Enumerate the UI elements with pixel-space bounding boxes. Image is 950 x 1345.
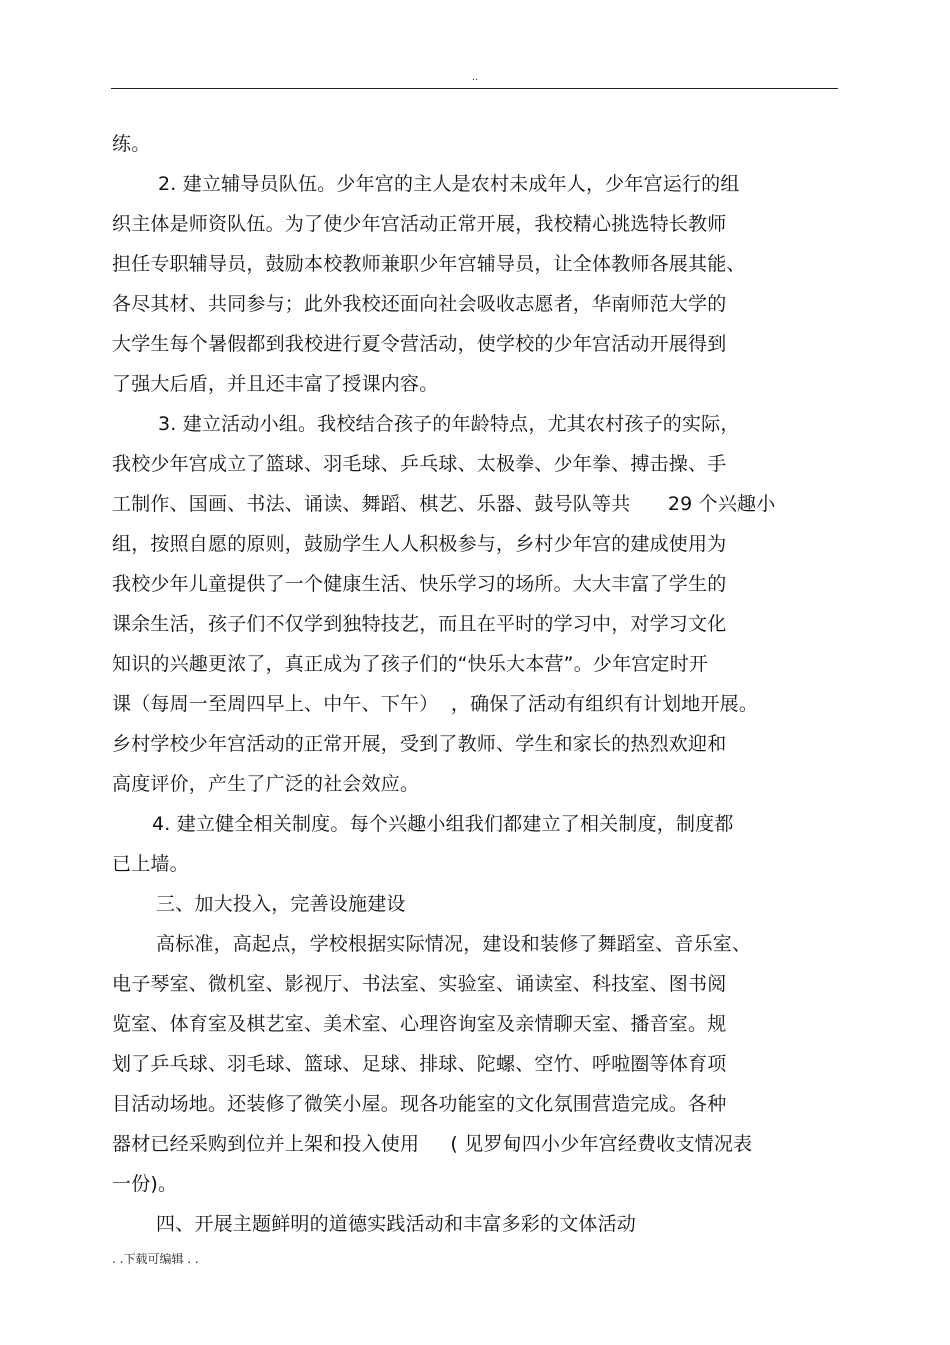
text-line: 目活动场地。还装修了微笑小屋。现各功能室的文化氛围营造完成。各种	[112, 1093, 727, 1115]
header-rule	[111, 88, 838, 89]
section-heading-4: 四、开展主题鲜明的道德实践活动和丰富多彩的文体活动	[156, 1213, 637, 1235]
text-line: 高度评价，产生了广泛的社会效应。	[112, 773, 420, 795]
paragraph-heading-3: 3. 建立活动小组。我校结合孩子的年龄特点，尤其农村孩子的实际，	[158, 413, 740, 435]
text-line: 一份)。	[112, 1173, 178, 1195]
text-line: 我校少年宫成立了篮球、羽毛球、乒乓球、太极拳、少年拳、搏击操、手	[112, 453, 727, 475]
text-line: 担任专职辅导员，鼓励本校教师兼职少年宫辅导员，让全体教师各展其能、	[112, 253, 746, 275]
document-body	[112, 124, 848, 1244]
section-heading-3: 三、加大投入，完善设施建设	[156, 893, 406, 915]
text-line: 已上墙。	[112, 853, 189, 875]
paragraph-heading-2: 2. 建立辅导员队伍。少年宫的主人是农村未成年人，少年宫运行的组	[158, 173, 740, 195]
text-line: 乡村学校少年宫活动的正常开展，受到了教师、学生和家长的热烈欢迎和	[112, 733, 727, 755]
text-line: 我校少年儿童提供了一个健康生活、快乐学习的场所。大大丰富了学生的	[112, 573, 727, 595]
text-line: 大学生每个暑假都到我校进行夏令营活动，使学校的少年宫活动开展得到	[112, 333, 727, 355]
text-line: 览室、体育室及棋艺室、美术室、心理咨询室及亲情聊天室、播音室。规	[112, 1013, 727, 1035]
text-line: 织主体是师资队伍。为了使少年宫活动正常开展，我校精心挑选特长教师	[112, 213, 727, 235]
paragraph-heading-4: 4. 建立健全相关制度。每个兴趣小组我们都建立了相关制度，制度都	[152, 813, 734, 835]
text-line: 器材已经采购到位并上架和投入使用 ( 见罗甸四小少年宫经费收支情况表	[112, 1133, 753, 1155]
text-line: 课（每周一至周四早上、中午、下午） ，确保了活动有组织有计划地开展。	[112, 693, 759, 715]
page-footer: . .下载可编辑 . .	[112, 1252, 199, 1266]
text-line: 电子琴室、微机室、影视厅、书法室、实验室、诵读室、科技室、图书阅	[112, 973, 727, 995]
text-line: 了强大后盾，并且还丰富了授课内容。	[112, 373, 439, 395]
text-line: 练。	[112, 133, 151, 155]
text-line: 高标准，高起点，学校根据实际情况，建设和装修了舞蹈室、音乐室、	[156, 933, 752, 955]
text-line: 课余生活，孩子们不仅学到独特技艺，而且在平时的学习中，对学习文化	[112, 613, 727, 635]
text-line: 各尽其材、共同参与；此外我校还面向社会吸收志愿者，华南师范大学的	[112, 293, 727, 315]
text-line: 知识的兴趣更浓了，真正成为了孩子们的“快乐大本营”。少年宫定时开	[112, 653, 709, 675]
text-line: 划了乒乓球、羽毛球、篮球、足球、排球、陀螺、空竹、呼啦圈等体育项	[112, 1053, 727, 1075]
page-header-mark: ..	[471, 72, 479, 83]
text-line: 组，按照自愿的原则，鼓励学生人人积极参与，乡村少年宫的建成使用为	[112, 533, 727, 555]
text-line: 工制作、国画、书法、诵读、舞蹈、棋艺、乐器、鼓号队等共 29 个兴趣小	[112, 493, 776, 515]
